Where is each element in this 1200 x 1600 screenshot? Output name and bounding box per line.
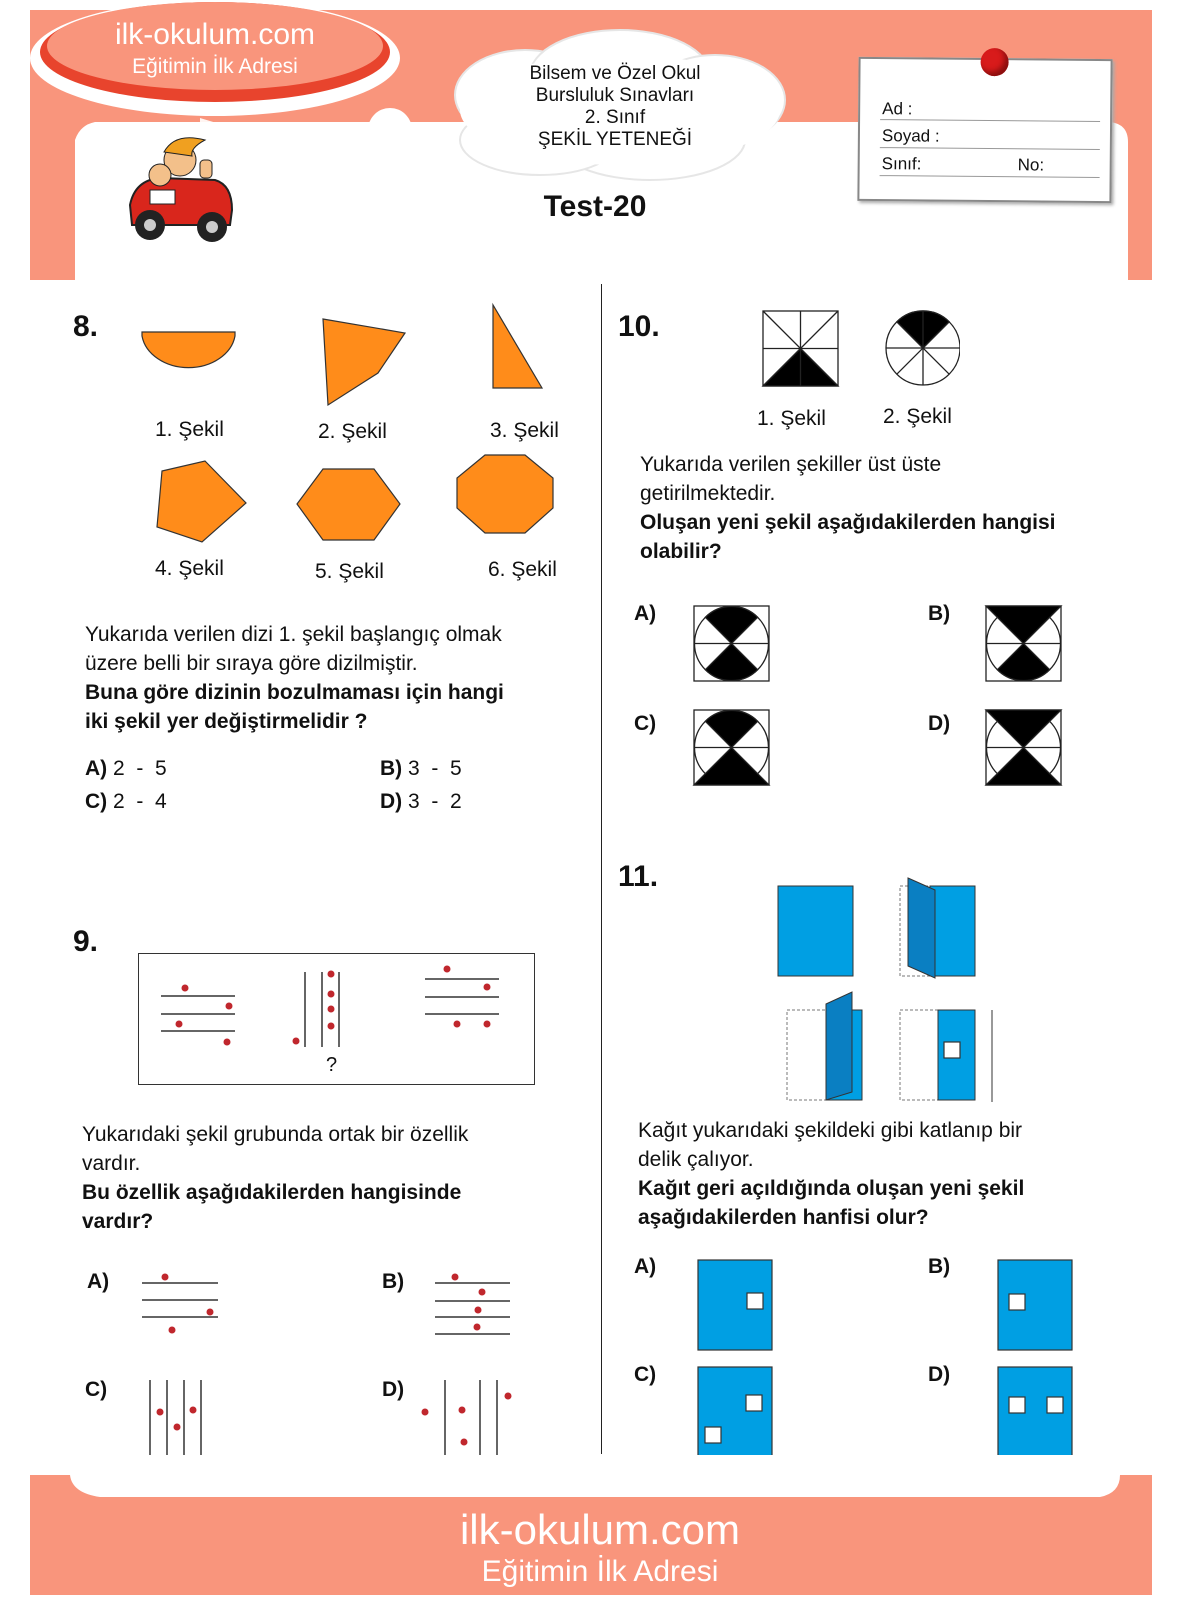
q11-option-a[interactable]: A) <box>634 1255 657 1278</box>
header-site-name: ilk-okulum.com <box>114 18 316 51</box>
column-divider <box>601 284 602 1454</box>
q10-figure-b <box>986 606 1061 681</box>
q10-option-c[interactable]: C) <box>634 712 657 735</box>
q8-question-line: iki şekil yer değiştirmelidir ? <box>85 710 368 733</box>
q11-folding-steps <box>770 870 1000 1105</box>
q10-question-line: Oluşan yeni şekil aşağıdakilerden hangisi <box>640 511 1056 534</box>
cloud-line: 2. Sınıf <box>584 107 646 128</box>
q8-option-d[interactable]: D) 3 - 2 <box>380 790 462 813</box>
card-soyad: Soyad : <box>881 126 940 146</box>
q8-question-line: Buna göre dizinin bozulmaması için hangi <box>85 681 504 704</box>
q9-text-line: vardır. <box>82 1152 141 1175</box>
cloud-line: ŞEKİL YETENEĞİ <box>537 129 693 150</box>
q10-circle-shape <box>886 311 960 385</box>
q8-shape-label: 3. Şekil <box>490 419 559 442</box>
q9-text-line: Yukarıdaki şekil grubunda ortak bir özellik <box>82 1123 469 1146</box>
q10-option-a[interactable]: A) <box>634 602 657 625</box>
cloud-line: Bilsem ve Özel Okul <box>529 63 701 84</box>
q9-option-a[interactable]: A) <box>87 1270 110 1293</box>
q10-figure-a <box>694 606 769 681</box>
car-mascot-illustration <box>120 130 240 250</box>
pushpin-icon <box>980 48 1008 76</box>
q10-figure-c <box>694 710 769 785</box>
q9-number: 9. <box>73 925 99 958</box>
q11-option-d[interactable]: D) <box>928 1363 951 1386</box>
q9-figure-box <box>138 953 535 1085</box>
card-no: No: <box>1017 155 1045 175</box>
header-tagline: Eğitimin İlk Adresi <box>132 55 298 78</box>
q10-text-line: Yukarıda verilen şekiller üst üste <box>640 453 942 476</box>
card-ad: Ad : <box>882 99 913 119</box>
q10-text-line: getirilmektedir. <box>640 482 776 505</box>
q9-question-line: vardır? <box>82 1210 154 1233</box>
q10-option-figures <box>690 600 1070 790</box>
cloud-text <box>500 63 730 151</box>
hexagon-shape <box>297 469 400 540</box>
cloud-line: Bursluluk Sınavları <box>535 85 695 106</box>
q8-shape-label: 5. Şekil <box>315 560 384 583</box>
q11-text-line: Kağıt yukarıdaki şekildeki gibi katlanıp bir <box>638 1119 1023 1142</box>
q11-option-figures <box>690 1255 1080 1455</box>
q9-option-d[interactable]: D) <box>382 1378 405 1401</box>
footer-site-name: ilk-okulum.com <box>459 1506 741 1553</box>
q8-text <box>85 620 585 736</box>
q9-option-figures <box>130 1260 540 1460</box>
q8-text-line: Yukarıda verilen dizi 1. şekil başlangıç olmak <box>85 623 502 646</box>
card-line <box>880 147 1100 150</box>
card-sinif: Sınıf: <box>881 154 922 174</box>
q10-shape-label: 1. Şekil <box>757 407 826 430</box>
q10-figure-d <box>986 710 1061 785</box>
q10-shape-label: 2. Şekil <box>883 405 952 428</box>
octagon-shape <box>457 455 553 533</box>
q10-shapes <box>760 308 960 390</box>
name-card <box>857 57 1112 203</box>
q11-question-line: aşağıdakilerden hanfisi olur? <box>638 1206 929 1229</box>
q10-text <box>640 450 1160 566</box>
q10-number: 10. <box>618 310 660 343</box>
card-line <box>880 119 1100 122</box>
q11-option-b[interactable]: B) <box>928 1255 951 1278</box>
q10-option-b[interactable]: B) <box>928 602 951 625</box>
q8-option-b[interactable]: B) 3 - 5 <box>380 757 462 780</box>
q8-shape-label: 2. Şekil <box>318 420 387 443</box>
footer-tagline: Eğitimin İlk Adresi <box>481 1555 719 1588</box>
test-title: Test-20 <box>543 190 647 223</box>
q9-option-c[interactable]: C) <box>85 1378 108 1401</box>
q11-text <box>638 1116 1158 1232</box>
q9-option-b[interactable]: B) <box>382 1270 405 1293</box>
q11-option-c[interactable]: C) <box>634 1363 657 1386</box>
q8-text-line: üzere belli bir sıraya göre dizilmiştir. <box>85 652 418 675</box>
pentagon-shape <box>157 461 246 542</box>
q9-text <box>82 1120 582 1236</box>
quadrilateral-shape <box>323 319 405 405</box>
q9-question-mark: ? <box>326 1054 338 1076</box>
q10-question-line: olabilir? <box>640 540 722 563</box>
q8-option-c[interactable]: C) 2 - 4 <box>85 790 167 813</box>
q8-option-a[interactable]: A) 2 - 5 <box>85 757 167 780</box>
q8-shape-label: 4. Şekil <box>155 557 224 580</box>
triangle-shape <box>493 305 542 388</box>
q10-square-shape <box>763 311 838 386</box>
q8-shape-label: 1. Şekil <box>155 418 224 441</box>
q10-option-d[interactable]: D) <box>928 712 951 735</box>
q8-number: 8. <box>73 310 99 343</box>
card-line <box>880 175 1100 178</box>
q9-question-line: Bu özellik aşağıdakilerden hangisinde <box>82 1181 462 1204</box>
q8-shape-label: 6. Şekil <box>488 558 557 581</box>
q11-number: 11. <box>618 860 659 893</box>
q11-question-line: Kağıt geri açıldığında oluşan yeni şekil <box>638 1177 1025 1200</box>
semicircle-shape <box>142 332 235 368</box>
q11-text-line: delik çalıyor. <box>638 1148 754 1171</box>
